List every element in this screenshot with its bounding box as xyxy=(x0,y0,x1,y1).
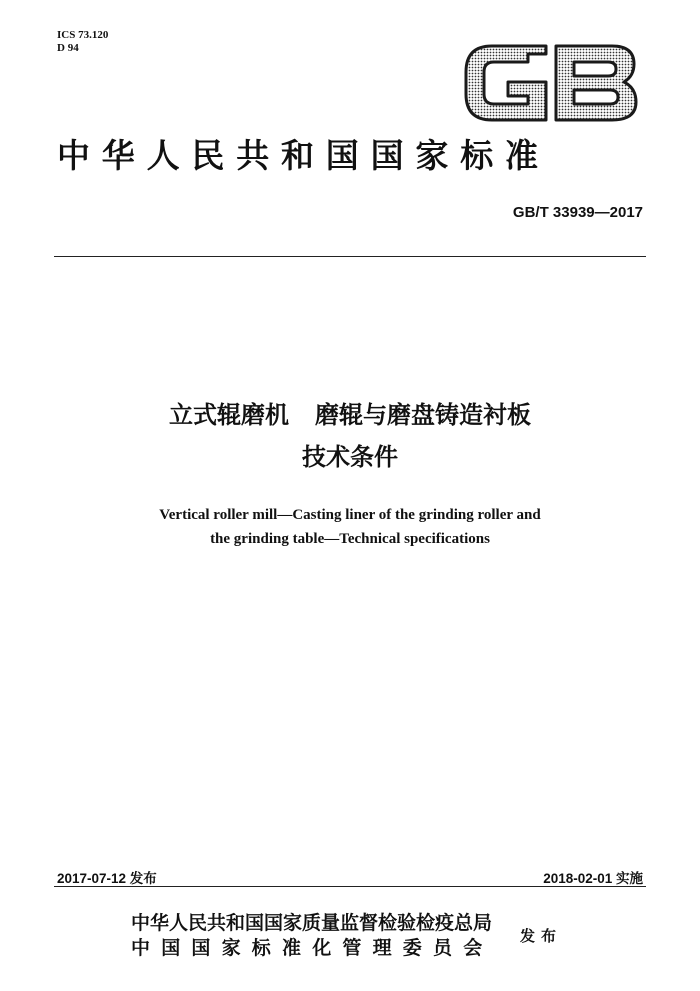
english-title xyxy=(0,503,700,551)
standard-number: GB/T 33939—2017 xyxy=(512,204,643,221)
header-divider xyxy=(54,256,646,257)
national-standard-title: 中华人民共和国国家标准 xyxy=(57,136,550,175)
english-title-line1: Vertical roller mill—Casting liner of the grinding roller and xyxy=(159,507,541,523)
chinese-title-line2: 技术条件 xyxy=(302,443,398,471)
publish-label: 发布 xyxy=(520,927,563,945)
chinese-title-part1: 立式辊磨机 xyxy=(169,401,289,429)
ccs-code: D 94 xyxy=(57,42,79,54)
issuer-line2: 中国国家标准化管理委员会 xyxy=(131,937,494,959)
logo-letter-g xyxy=(466,46,546,120)
chinese-title xyxy=(0,394,700,478)
ics-code: ICS 73.120 xyxy=(57,29,109,41)
issuing-authorities xyxy=(131,911,493,961)
issuer-line1: 中华人民共和国国家质量监督检验检疫总局 xyxy=(131,912,493,934)
footer-divider xyxy=(54,886,646,887)
english-title-line2: the grinding table—Technical specifications xyxy=(210,531,490,547)
classification-codes xyxy=(57,29,108,55)
gb-logo xyxy=(462,42,640,124)
issue-date: 2017-07-12 发布 xyxy=(57,871,157,886)
chinese-title-line1 xyxy=(0,394,700,436)
implementation-date: 2018-02-01 实施 xyxy=(543,871,643,886)
chinese-title-part2: 磨辊与磨盘铸造衬板 xyxy=(315,401,531,429)
logo-letter-b xyxy=(556,46,636,120)
